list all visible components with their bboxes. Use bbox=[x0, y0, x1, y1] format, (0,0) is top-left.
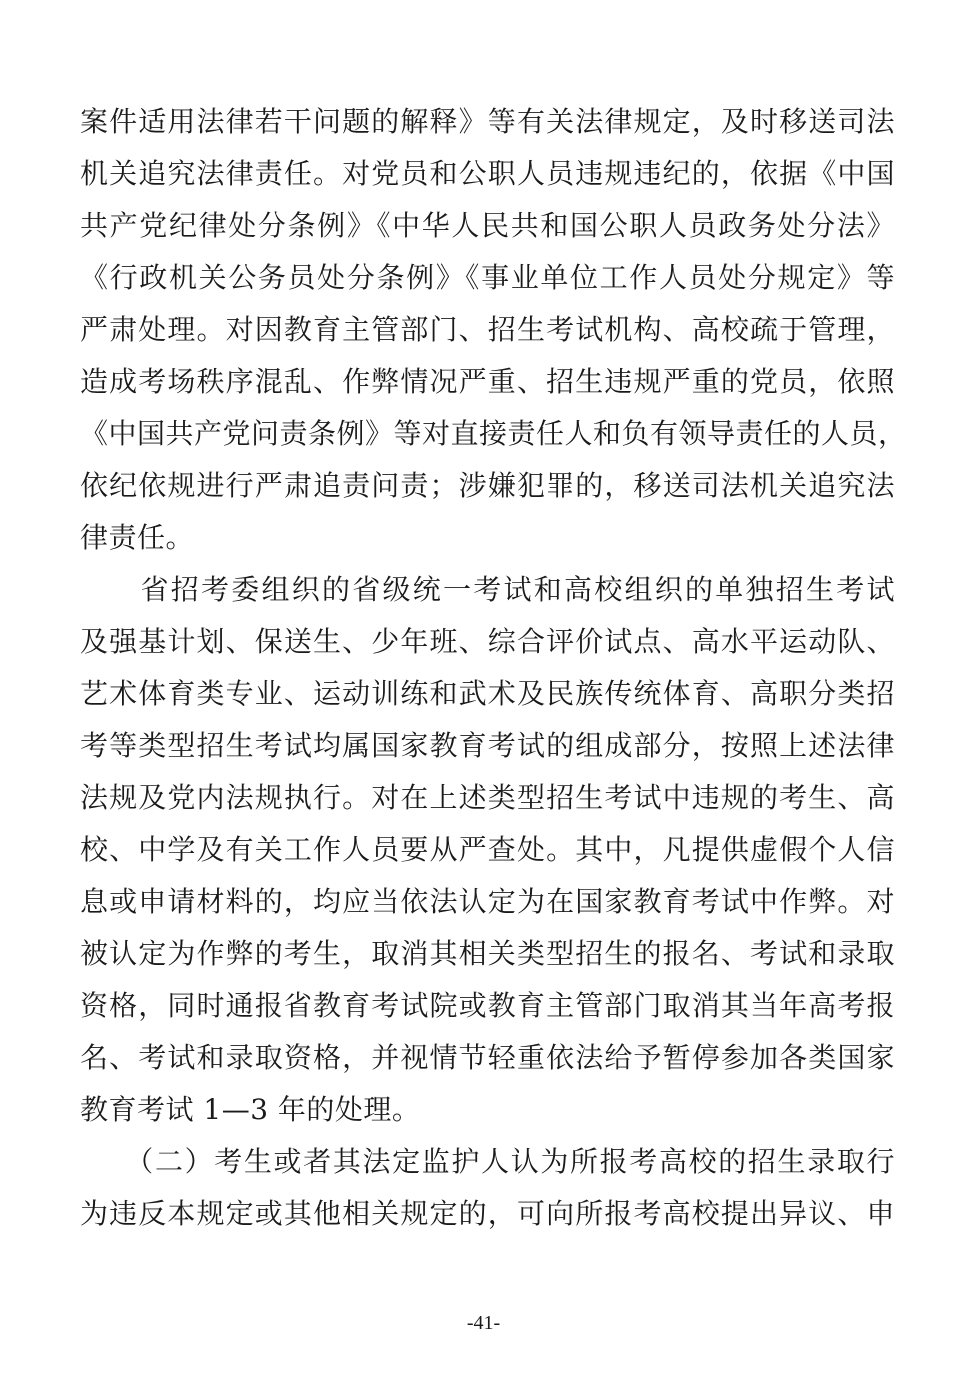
text-line: 造成考场秩序混乱、作弊情况严重、招生违规严重的党员，依照 bbox=[80, 365, 895, 398]
text-line: 《中国共产党问责条例》等对直接责任人和负有领导责任的人员， bbox=[80, 417, 907, 450]
text-line: 《行政机关公务员处分条例》《事业单位工作人员处分规定》等 bbox=[80, 261, 895, 294]
text-line: 及强基计划、保送生、少年班、综合评价试点、高水平运动队、 bbox=[80, 625, 895, 658]
text-line: 机关追究法律责任。对党员和公职人员违规违纪的，依据《中国 bbox=[80, 157, 895, 190]
text-line: 息或申请材料的，均应当依法认定为在国家教育考试中作弊。对 bbox=[80, 885, 895, 918]
text-line: 教育考试 1—3 年的处理。 bbox=[80, 1093, 421, 1126]
text-line: 共产党纪律处分条例》《中华人民共和国公职人员政务处分法》 bbox=[80, 209, 895, 242]
text-line: （二）考生或者其法定监护人认为所报考高校的招生录取行 bbox=[80, 1145, 895, 1178]
text-line: 名、考试和录取资格，并视情节轻重依法给予暂停参加各类国家 bbox=[80, 1041, 895, 1074]
body-text bbox=[80, 96, 907, 1240]
text-line: 依纪依规进行严肃追责问责；涉嫌犯罪的，移送司法机关追究法 bbox=[80, 469, 895, 502]
text-line: 严肃处理。对因教育主管部门、招生考试机构、高校疏于管理， bbox=[80, 313, 895, 346]
text-line: 艺术体育类专业、运动训练和武术及民族传统体育、高职分类招 bbox=[80, 677, 895, 710]
text-line: 案件适用法律若干问题的解释》等有关法律规定，及时移送司法 bbox=[80, 105, 895, 138]
text-line: 被认定为作弊的考生，取消其相关类型招生的报名、考试和录取 bbox=[80, 937, 895, 970]
text-line: 律责任。 bbox=[80, 521, 195, 554]
text-line: 考等类型招生考试均属国家教育考试的组成部分，按照上述法律 bbox=[80, 729, 895, 762]
text-line: 资格，同时通报省教育考试院或教育主管部门取消其当年高考报 bbox=[80, 989, 895, 1022]
text-line: 校、中学及有关工作人员要从严查处。其中，凡提供虚假个人信 bbox=[80, 833, 895, 866]
text-line: 为违反本规定或其他相关规定的，可向所报考高校提出异议、申 bbox=[80, 1197, 895, 1230]
page-number: -41- bbox=[466, 1312, 501, 1334]
text-line: 省招考委组织的省级统一考试和高校组织的单独招生考试 bbox=[80, 573, 895, 606]
text-line: 法规及党内法规执行。对在上述类型招生考试中违规的考生、高 bbox=[80, 781, 895, 814]
